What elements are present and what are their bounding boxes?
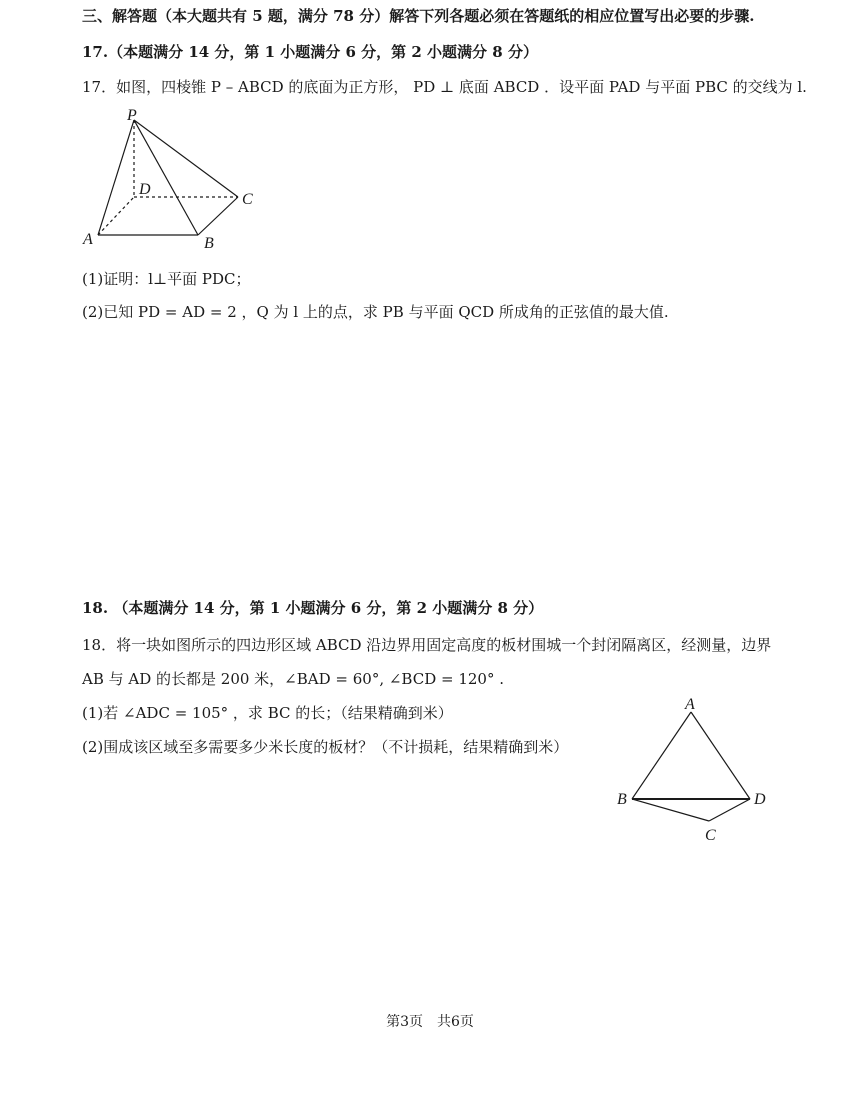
label-D: D bbox=[754, 791, 766, 808]
edge-AD bbox=[691, 712, 750, 799]
label-C: C bbox=[705, 827, 716, 844]
label-P: P bbox=[127, 108, 137, 124]
q17-part2: (2)已知 PD = AD = 2 ，Q 为 l 上的点，求 PB 与平面 QCD 所成角的正弦值的最大值. bbox=[82, 303, 669, 321]
label-A: A bbox=[83, 231, 93, 248]
edge-PA bbox=[98, 120, 134, 235]
edge-PB bbox=[134, 120, 198, 235]
q18-score-note: 18. （本题满分 14 分，第 1 小题满分 6 分，第 2 小题满分 8 分） bbox=[82, 599, 544, 617]
q18-quadrilateral-figure bbox=[612, 694, 780, 846]
edge-AB bbox=[632, 712, 691, 799]
label-C: C bbox=[242, 191, 253, 208]
page-number: 第3页 共6页 bbox=[386, 1014, 474, 1030]
label-B: B bbox=[617, 791, 627, 808]
q18-part1: (1)若 ∠ADC = 105° ，求 BC 的长；（结果精确到米） bbox=[82, 704, 453, 722]
q18-stem-line1: 18．将一块如图所示的四边形区域 ABCD 沿边界用固定高度的板材围城一个封闭隔离区，经测量，边界 bbox=[82, 636, 772, 654]
section-header: 三、解答题（本大题共有 5 题，满分 78 分）解答下列各题必须在答题纸的相应位置写出必要的步骤. bbox=[82, 7, 755, 25]
label-A: A bbox=[685, 696, 695, 713]
edge-CD bbox=[709, 799, 750, 821]
q17-score-note: 17.（本题满分 14 分，第 1 小题满分 6 分，第 2 小题满分 8 分） bbox=[82, 43, 538, 61]
q17-pyramid-figure bbox=[78, 108, 268, 253]
q17-stem: 17．如图，四棱锥 P – ABCD 的底面为正方形， PD ⊥ 底面 ABCD ．设平面 PAD 与平面 PBC 的交线为 l. bbox=[82, 78, 807, 96]
q17-part1: (1)证明：l⊥平面 PDC； bbox=[82, 270, 251, 288]
q18-stem-line2: AB 与 AD 的长都是 200 米，∠BAD = 60°, ∠BCD = 120° . bbox=[82, 670, 505, 688]
edge-BC bbox=[632, 799, 709, 821]
label-B: B bbox=[204, 235, 214, 252]
label-D: D bbox=[139, 181, 151, 198]
q18-part2: (2)围成该区域至多需要多少米长度的板材？（不计损耗，结果精确到米） bbox=[82, 738, 569, 756]
edge-BC bbox=[198, 197, 238, 235]
